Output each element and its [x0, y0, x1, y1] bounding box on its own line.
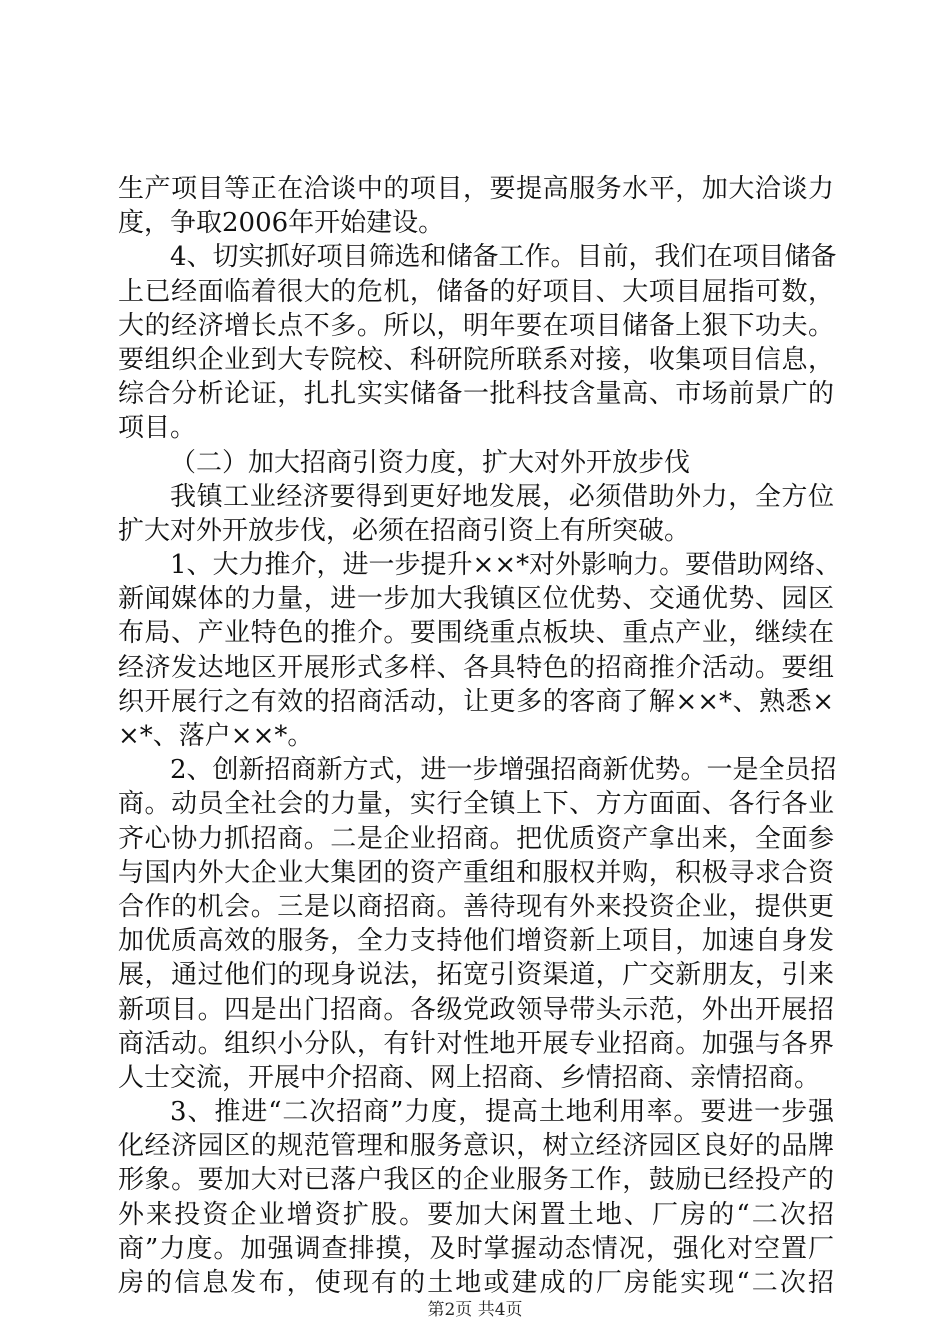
text-line: 新项目。四是出门招商。各级党政领导带头示范，外出开展招: [118, 994, 834, 1025]
text-line: 上已经面临着很大的危机，储备的好项目、大项目屈指可数，: [118, 276, 834, 307]
document-body: [118, 172, 842, 1300]
text-line: 商。动员全社会的力量，实行全镇上下、方方面面、各行各业: [118, 789, 834, 820]
text-line: 商”力度。加强调查排摸，及时掌握动态情况，强化对空置厂: [118, 1233, 834, 1264]
paragraph: [118, 480, 834, 548]
text-line: 2、创新招商新方式，进一步增强招商新优势。一是全员招: [170, 755, 837, 786]
page-footer: 第2页 共4页: [427, 1300, 523, 1320]
text-line: 房的信息发布，使现有的土地或建成的厂房能实现“二次招: [118, 1268, 834, 1298]
paragraph: [118, 753, 837, 1095]
section-heading: [118, 446, 834, 480]
text-line: 展，通过他们的现身说法，拓宽引资渠道，广交新朋友，引来: [118, 960, 834, 991]
paragraph: [118, 1095, 834, 1300]
text-line: 要组织企业到大专院校、科研院所联系对接，收集项目信息，: [118, 344, 834, 375]
text-line: 形象。要加大对已落户我区的企业服务工作，鼓励已经投产的: [118, 1165, 834, 1196]
text-line: 新闻媒体的力量，进一步加大我镇区位优势、交通优势、园区: [118, 584, 834, 615]
text-line: 合作的机会。三是以商招商。善待现有外来投资企业，提供更: [118, 891, 834, 922]
text-line: 与国内外大企业大集团的资产重组和服权并购，积极寻求合资: [118, 857, 834, 888]
text-line: 齐心协力抓招商。二是企业招商。把优质资产拿出来，全面参: [118, 823, 834, 854]
text-line: 经济发达地区开展形式多样、各具特色的招商推介活动。要组: [118, 652, 834, 683]
text-line: 度，争取2006年开始建设。: [118, 208, 445, 239]
text-line: 4、切实抓好项目筛选和储备工作。目前，我们在项目储备: [170, 242, 837, 273]
text-line: 织开展行之有效的招商活动，让更多的客商了解××*、熟悉×: [118, 686, 834, 717]
text-line: 1、大力推介，进一步提升××*对外影响力。要借助网络、: [170, 550, 842, 581]
text-line: （二）加大招商引资力度，扩大对外开放步伐: [170, 447, 691, 478]
text-line: 商活动。组织小分队，有针对性地开展专业招商。加强与各界: [118, 1028, 834, 1059]
text-line: 扩大对外开放步伐，必须在招商引资上有所突破。: [118, 515, 691, 546]
text-line: 人士交流，开展中介招商、网上招商、乡情招商、亲情招商。: [118, 1062, 821, 1093]
text-line: 项目。: [118, 413, 197, 444]
text-line: 化经济园区的规范管理和服务意识，树立经济园区良好的品牌: [118, 1131, 834, 1162]
paragraph: [118, 240, 837, 445]
paragraph: [118, 172, 834, 240]
text-line: ×*、落户××*。: [118, 721, 314, 751]
text-line: 生产项目等正在洽谈中的项目，要提高服务水平，加大洽谈力: [118, 174, 834, 204]
text-line: 布局、产业特色的推介。要围绕重点板块、重点产业，继续在: [118, 618, 834, 649]
text-line: 大的经济增长点不多。所以，明年要在项目储备上狠下功夫。: [118, 310, 834, 341]
text-line: 加优质高效的服务，全力支持他们增资新上项目，加速自身发: [118, 926, 834, 957]
text-line: 3、推进“二次招商”力度，提高土地利用率。要进一步强: [170, 1097, 834, 1128]
text-line: 外来投资企业增资扩股。要加大闲置土地、厂房的“二次招: [118, 1199, 834, 1230]
text-line: 我镇工业经济要得到更好地发展，必须借助外力，全方位: [170, 481, 834, 512]
text-line: 综合分析论证，扎扎实实储备一批科技含量高、市场前景广的: [118, 379, 834, 410]
paragraph: [118, 548, 842, 753]
